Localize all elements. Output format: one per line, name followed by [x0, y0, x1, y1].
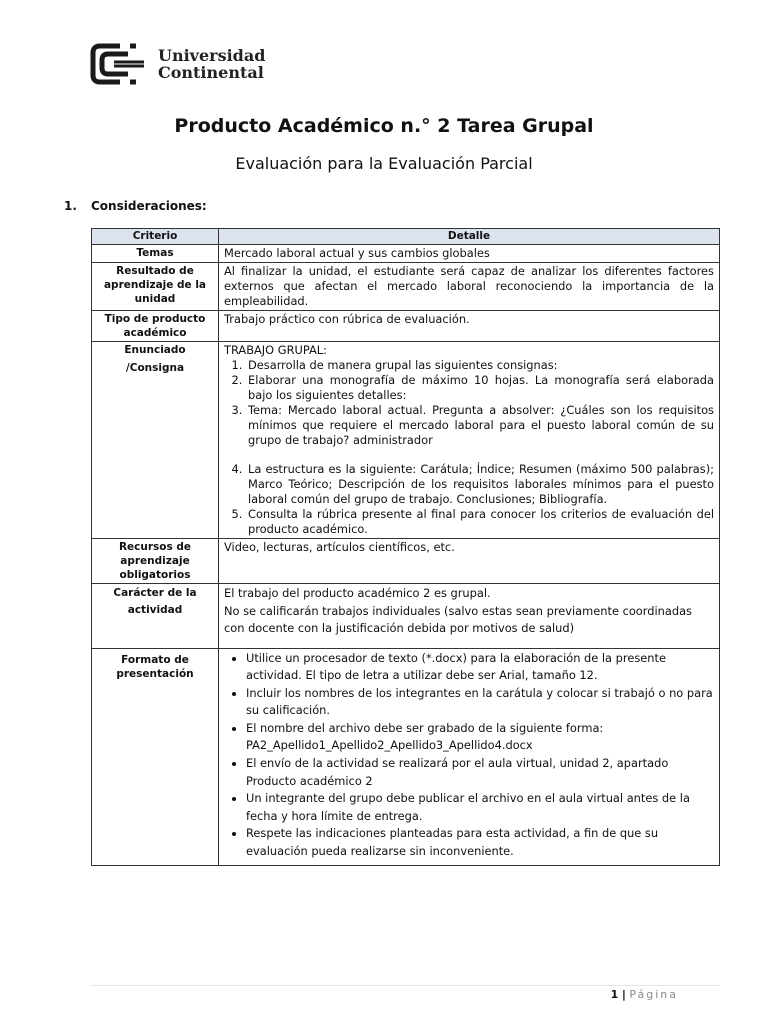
criterio-enunciado-line2: /Consigna [125, 362, 185, 374]
formato-list [224, 650, 714, 861]
detalle-recursos: Video, lecturas, artículos científicos, etc. [219, 539, 720, 584]
criterio-caracter [92, 584, 219, 649]
criterio-formato: Formato de presentación [92, 648, 219, 865]
list-item: • Respete las indicaciones planteadas para esta actividad, a fin de que su evaluación pueda realizarse sin inconveniente. [246, 825, 714, 860]
list-item: 3. Tema: Mercado laboral actual. Pregunta a absolver: ¿Cuáles son los requisitos mínimos que requiere el mercado laboral para el puesto laboral común de su grupo de trabajo? administrador [246, 403, 714, 448]
detalle-temas: Mercado laboral actual y sus cambios globales [219, 245, 720, 263]
table-row-formato [92, 648, 720, 865]
page-word: Página [629, 988, 678, 1001]
table-row-temas [92, 245, 720, 263]
header-criterio: Criterio [92, 229, 219, 245]
criterio-temas: Temas [92, 245, 219, 263]
table-header-row [92, 229, 720, 245]
criterio-caracter-line1: Carácter de la [113, 587, 197, 599]
logo-mark-icon [90, 42, 148, 86]
section-heading [64, 199, 207, 213]
document-subtitle: Evaluación para la Evaluación Parcial [235, 154, 533, 173]
consignas-list [224, 358, 714, 537]
section-label: Consideraciones: [91, 199, 207, 213]
enunciado-heading: TRABAJO GRUPAL: [224, 343, 327, 357]
table-row-recursos [92, 539, 720, 584]
caracter-line1: El trabajo del producto académico 2 es grupal. [224, 586, 491, 600]
section-number: 1. [64, 199, 77, 213]
list-item: • Incluir los nombres de los integrantes en la carátula y colocar si trabajó o no para su calificación. [246, 685, 714, 720]
list-item: • Un integrante del grupo debe publicar el archivo en el aula virtual antes de la fecha y hora límite de entrega. [246, 790, 714, 825]
criterio-enunciado [92, 342, 219, 539]
list-item: • El nombre del archivo debe ser grabado de la siguiente forma: PA2_Apellido1_Apellido2_Apellido3_Apellido4.docx [246, 720, 714, 755]
criterio-resultado: Resultado de aprendizaje de la unidad [92, 263, 219, 311]
list-item: 4. La estructura es la siguiente: Carátula; Índice; Resumen (máximo 500 palabras); Marco Teórico; Descripción de los requisitos laborales mínimos para el puesto laboral común del grupo de trabajo. Conclusiones; Bibliografía. [246, 462, 714, 507]
detalle-enunciado [219, 342, 720, 539]
logo-line-2: Continental [158, 63, 264, 82]
list-item: • El envío de la actividad se realizará por el aula virtual, unidad 2, apartado Producto académico 2 [246, 755, 714, 790]
document-title: Producto Académico n.° 2 Tarea Grupal [174, 115, 594, 137]
criterio-tipo: Tipo de producto académico [92, 311, 219, 342]
detalle-tipo: Trabajo práctico con rúbrica de evaluación. [219, 311, 720, 342]
list-item: 5. Consulta la rúbrica presente al final para conocer los criterios de evaluación del producto académico. [246, 507, 714, 537]
list-item: 1. Desarrolla de manera grupal las siguientes consignas: [246, 358, 714, 373]
table-row-caracter [92, 584, 720, 649]
detalle-resultado: Al finalizar la unidad, el estudiante será capaz de analizar los diferentes factores externos que afectan el mercado laboral reconociendo la importancia de la empleabilidad. [219, 263, 720, 311]
table-row-enunciado [92, 342, 720, 539]
logo-line-1: Universidad [158, 46, 266, 65]
criterio-enunciado-line1: Enunciado [124, 344, 186, 356]
considerations-table [91, 228, 720, 866]
list-item: • Utilice un procesador de texto (*.docx) para la elaboración de la presente actividad. El tipo de letra a utilizar debe ser Arial, tamaño 12. [246, 650, 714, 685]
detalle-caracter [219, 584, 720, 649]
header-detalle: Detalle [219, 229, 720, 245]
table-row-resultado [92, 263, 720, 311]
university-logo [90, 42, 265, 86]
page-footer [611, 988, 678, 1001]
table-row-tipo [92, 311, 720, 342]
criterio-recursos: Recursos de aprendizaje obligatorios [92, 539, 219, 584]
caracter-line2: No se calificarán trabajos individuales (salvo estas sean previamente coordinadas con docente con la justificación debida por motivos de salud) [224, 603, 692, 635]
footer-divider [91, 985, 720, 986]
page-number: 1 [610, 988, 619, 1001]
list-item: 2. Elaborar una monografía de máximo 10 hojas. La monografía será elaborada bajo los siguientes detalles: [246, 373, 714, 403]
detalle-formato [219, 648, 720, 865]
page-separator: | [621, 988, 626, 1001]
criterio-caracter-line2: actividad [127, 604, 183, 616]
